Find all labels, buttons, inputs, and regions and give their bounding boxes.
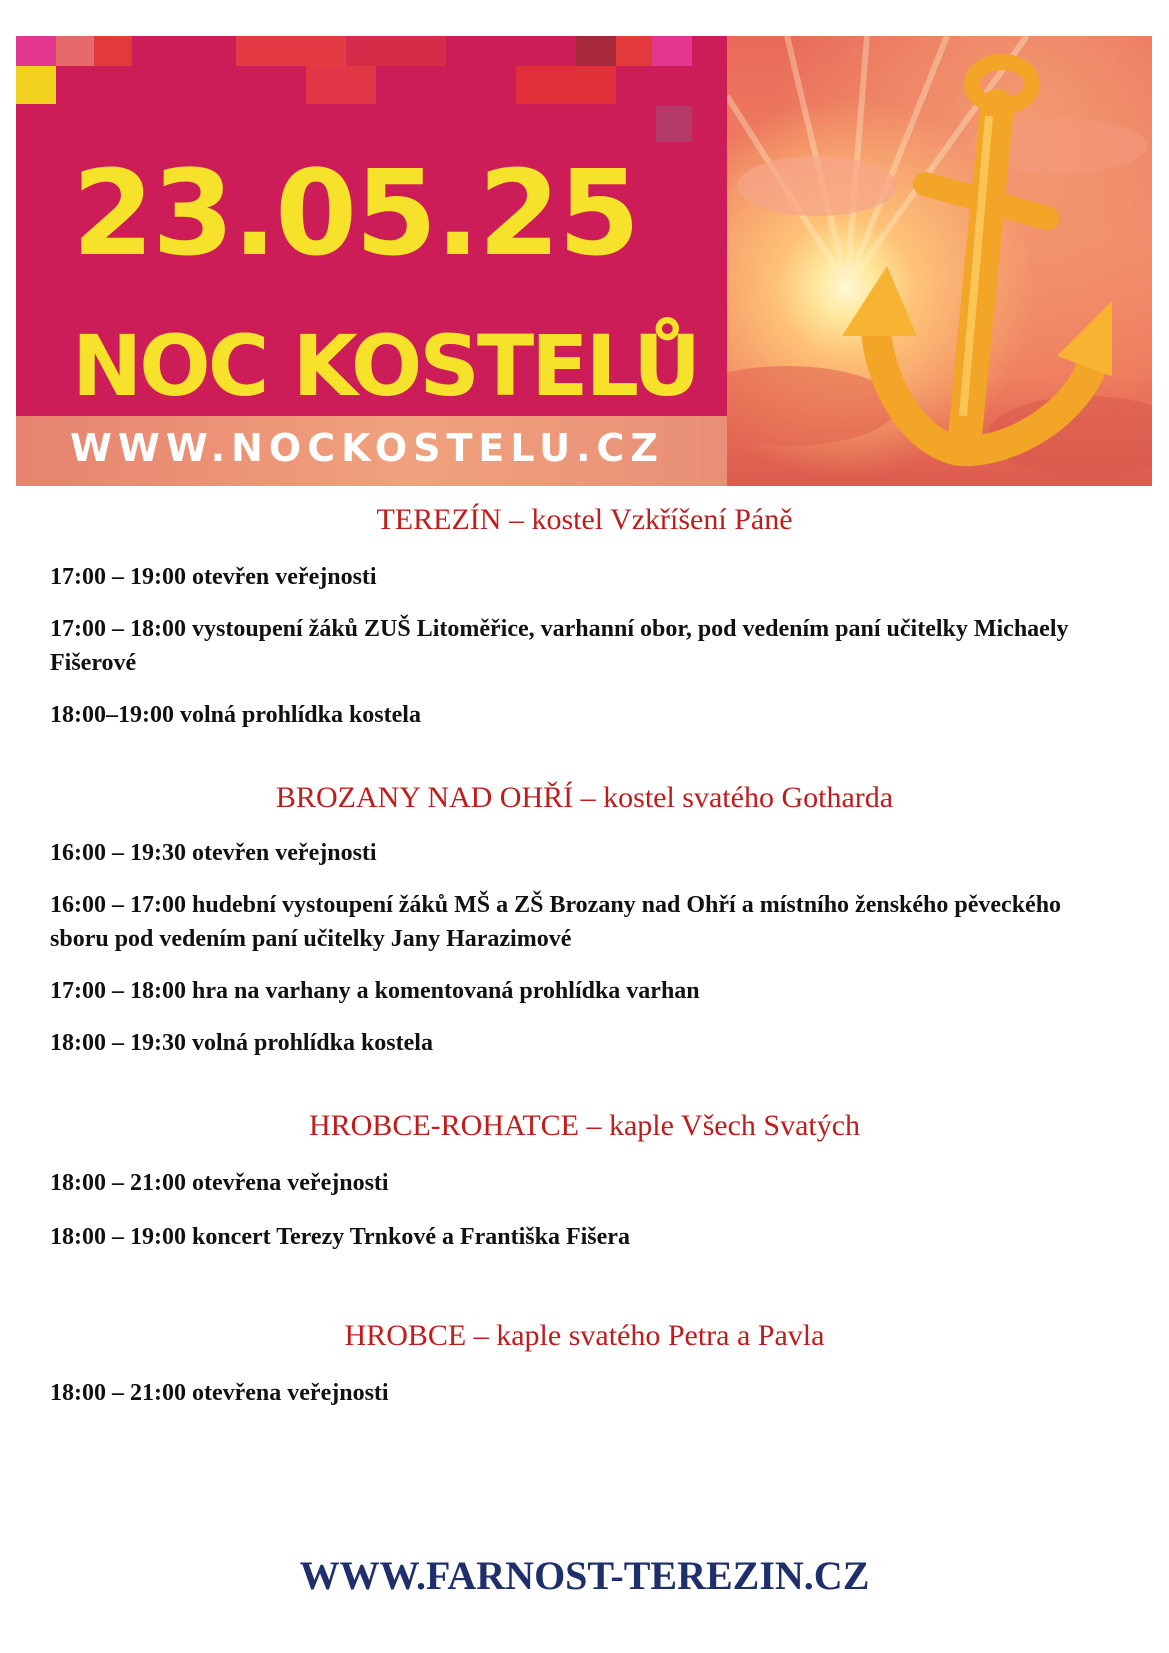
program-item: 18:00 – 21:00 otevřena veřejnosti — [50, 1170, 389, 1196]
pixel-block — [346, 36, 446, 66]
pixel-block — [16, 66, 56, 104]
program-item: 18:00 – 21:00 otevřena veřejnosti — [50, 1380, 389, 1406]
pixel-block — [616, 36, 652, 66]
event-date: 23.05.25 — [72, 144, 639, 282]
section-title-brozany: BROZANY NAD OHŘÍ – kostel svatého Gotharda — [275, 781, 894, 814]
program-item: 18:00 – 19:00 koncert Terezy Trnkové a Františka Fišera — [50, 1224, 630, 1250]
pixel-block — [656, 106, 692, 142]
pixel-block — [94, 36, 132, 66]
pixel-block — [236, 36, 346, 66]
program-item: 17:00 – 18:00 vystoupení žáků ZUŠ Litoměřice, varhanní obor, pod vedením paní učitelky Michaely Fišerové — [50, 616, 1069, 676]
anchor-icon — [727, 36, 1152, 486]
pixel-block — [56, 36, 94, 66]
pixel-block — [576, 36, 616, 66]
section-title-terezin: TEREZÍN – kostel Vzkříšení Páně — [376, 503, 793, 536]
event-banner — [16, 36, 1152, 486]
program-item: 18:00–19:00 volná prohlídka kostela — [50, 702, 421, 728]
pixel-block — [516, 66, 616, 104]
parish-website-link[interactable]: WWW.FARNOST-TEREZIN.CZ — [299, 1553, 870, 1598]
program-item: 18:00 – 19:30 volná prohlídka kostela — [50, 1030, 433, 1056]
event-website: WWW.NOCKOSTELU.CZ — [70, 426, 664, 470]
pixel-block — [306, 66, 376, 104]
program-item: 17:00 – 18:00 hra na varhany a komentovaná prohlídka varhan — [50, 978, 700, 1004]
event-name: NOC KOSTELŮ — [72, 317, 699, 415]
program-item: 16:00 – 19:30 otevřen veřejnosti — [50, 840, 377, 866]
pixel-block — [652, 36, 692, 66]
section-title-hrobce: HROBCE – kaple svatého Petra a Pavla — [344, 1319, 825, 1352]
pixel-block — [16, 36, 56, 66]
banner-image — [727, 36, 1152, 486]
program-item: 17:00 – 19:00 otevřen veřejnosti — [50, 564, 377, 590]
section-title-hrobce-rohatce: HROBCE-ROHATCE – kaple Všech Svatých — [308, 1109, 861, 1142]
program-item: 16:00 – 17:00 hudební vystoupení žáků MŠ a ZŠ Brozany nad Ohří a místního ženského pěveckého sboru pod vedením paní učitelky Jany Harazimové — [50, 892, 1062, 952]
banner-title-panel — [16, 36, 727, 486]
